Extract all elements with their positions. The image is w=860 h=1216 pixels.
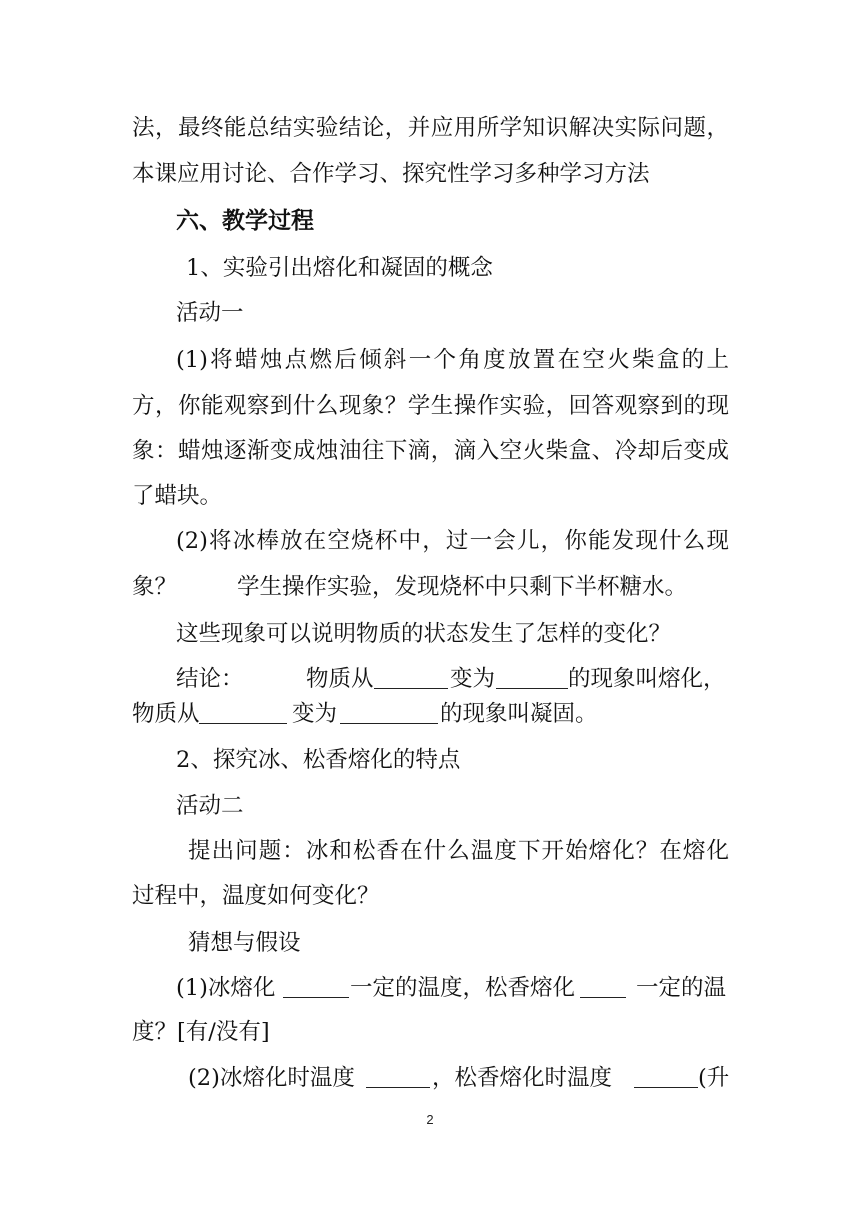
text-line: 象：蜡烛逐渐变成烛油往下滴，滴入空火柴盒、冷却后变成 [132, 438, 729, 464]
text-line: 本课应用讨论、合作学习、探究性学习多种学习方法 [132, 161, 650, 187]
text-line: (2)将冰棒放在空烧杯中，过一会儿，你能发现什么现 [176, 528, 729, 554]
text-line: 方，你能观察到什么现象？学生操作实验，回答观察到的现 [132, 393, 729, 419]
text-line: (1)将蜡烛点燃后倾斜一个角度放置在空火柴盒的上 [176, 347, 729, 373]
fill-blank[interactable] [283, 971, 349, 998]
paragraph-line [0, 524, 860, 558]
paragraph-line [0, 479, 860, 513]
page-number: 2 [426, 1112, 434, 1127]
text-fragment: 象？ [132, 574, 178, 600]
fill-blank[interactable] [366, 1061, 430, 1088]
paragraph-line [0, 879, 860, 913]
paragraph-line [0, 834, 860, 868]
text-line: 猜想与假设 [188, 930, 301, 956]
activity-text: 活动二 [176, 793, 244, 819]
paragraph-line [0, 434, 860, 468]
text-line: 度？[有/没有] [132, 1019, 270, 1045]
text-line: 过程中，温度如何变化？ [132, 883, 380, 909]
text-fragment: 物质从 [132, 701, 200, 727]
text-fragment: 变为 [450, 666, 496, 692]
paragraph-line [0, 1015, 860, 1049]
paragraph-line [0, 926, 860, 960]
paragraph-line [0, 111, 860, 145]
text-line: 法，最终能总结实验结论，并应用所学知识解决实际问题， [132, 115, 729, 141]
subheading [0, 743, 860, 777]
text-fragment: 的现象叫凝固。 [440, 701, 598, 727]
paragraph-line [0, 662, 860, 696]
paragraph-line [0, 971, 860, 1005]
paragraph-line [0, 343, 860, 377]
fill-blank[interactable] [374, 662, 448, 689]
activity-label [0, 789, 860, 823]
activity-label [0, 296, 860, 330]
text-fragment: (1)冰熔化 [176, 975, 276, 1001]
text-line: 了蜡块。 [132, 483, 223, 509]
text-fragment: 一定的温 [636, 975, 727, 1001]
paragraph-line [0, 570, 860, 604]
fill-blank[interactable] [496, 662, 568, 689]
activity-text: 活动一 [176, 300, 244, 326]
text-line: 这些现象可以说明物质的状态发生了怎样的变化？ [176, 621, 672, 647]
subheading-text: 1、实验引出熔化和凝固的概念 [186, 255, 493, 281]
paragraph-line [0, 1061, 860, 1095]
subheading [0, 251, 860, 285]
paragraph-line [0, 617, 860, 651]
text-fragment: 的现象叫熔化， [568, 666, 726, 692]
fill-blank[interactable] [580, 971, 626, 998]
fill-blank[interactable] [340, 697, 438, 724]
text-fragment: (升 [698, 1065, 730, 1091]
text-fragment: (2)冰熔化时温度 [188, 1065, 355, 1091]
fill-blank[interactable] [634, 1061, 698, 1088]
text-fragment: ，松香熔化时温度 [432, 1065, 613, 1091]
paragraph-line [0, 157, 860, 191]
text-fragment: 一定的温度，松香熔化 [350, 975, 576, 1001]
section-heading [0, 204, 860, 238]
conclusion-label: 结论： [176, 666, 244, 692]
text-fragment: 变为 [292, 701, 338, 727]
fill-blank[interactable] [199, 697, 287, 724]
paragraph-line [0, 389, 860, 423]
text-line: 提出问题：冰和松香在什么温度下开始熔化？在熔化 [188, 838, 729, 864]
text-fragment: 学生操作实验，发现烧杯中只剩下半杯糖水。 [237, 574, 688, 600]
text-fragment: 物质从 [306, 666, 374, 692]
paragraph-line [0, 697, 860, 731]
subheading-text: 2、探究冰、松香熔化的特点 [176, 747, 461, 773]
heading-text: 六、教学过程 [176, 207, 314, 234]
